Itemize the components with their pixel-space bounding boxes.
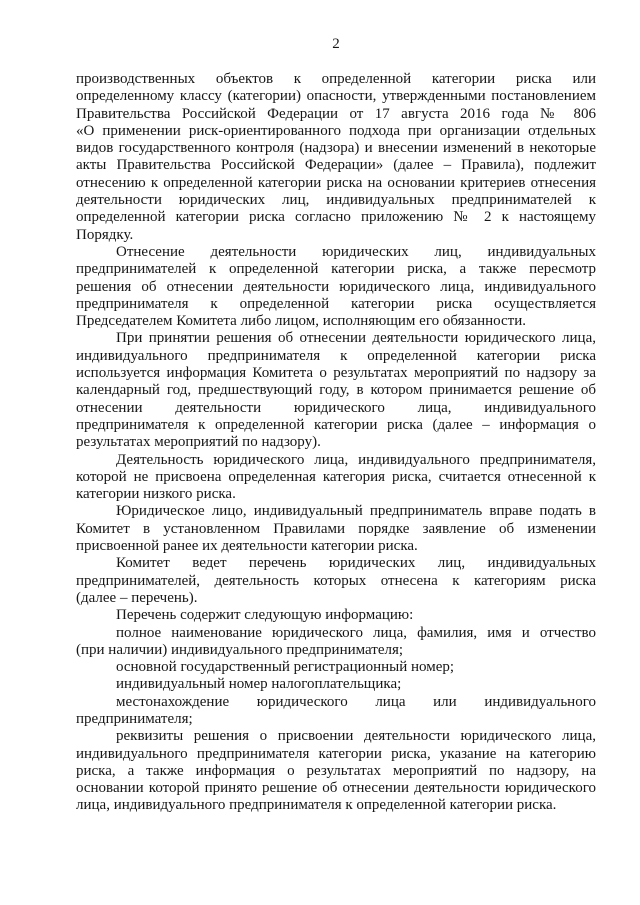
text-line: предпринимателей, деятельность которых отнесена к категориям риска	[76, 572, 596, 589]
text-line: (при наличии) индивидуального предпринимателя;	[76, 641, 404, 658]
text-line: предпринимателя к определенной категории риска осуществляется	[76, 295, 596, 312]
page-number: 2	[332, 36, 340, 52]
text-line: категории низкого риска.	[76, 486, 236, 503]
text-line: Юридическое лицо, индивидуальный предприниматель вправе подать в	[116, 503, 596, 520]
text-line: производственных объектов к определенной категории риска или	[76, 71, 596, 87]
text-line: риска, а также информация о результатах мероприятий по надзору, на	[76, 762, 596, 779]
text-line: Перечень содержит следующую информацию:	[116, 607, 414, 624]
text-line: предпринимателя;	[76, 710, 193, 727]
document-body	[76, 71, 596, 815]
list-item-full-name	[76, 625, 596, 660]
text-line: результатах мероприятий по надзору).	[76, 434, 321, 451]
list-item-location	[76, 694, 596, 729]
text-line: отнесению к определенной категории риска на основании критериев отнесения	[76, 174, 596, 191]
paragraph-decision-information	[76, 330, 596, 451]
text-line: местонахождение юридического лица или индивидуального	[116, 693, 596, 710]
text-line: индивидуального предпринимателя категории риска, указание на категорию	[76, 745, 596, 762]
text-line: индивидуальный номер налогоплательщика;	[116, 676, 402, 693]
text-line: Комитет ведет перечень юридических лиц, индивидуальных	[116, 555, 596, 572]
text-line: индивидуального предпринимателя к определенной категории риска	[76, 347, 596, 364]
text-line: Деятельность юридического лица, индивидуального предпринимателя,	[116, 451, 596, 468]
paragraph-register	[76, 555, 596, 607]
text-line: акты Правительства Российской Федерации» (далее – Правила), подлежит	[76, 157, 596, 174]
text-line: основной государственный регистрационный номер;	[116, 659, 455, 676]
paragraph-classification-continuation	[76, 71, 596, 244]
text-line: При принятии решения об отнесении деятельности юридического лица,	[116, 330, 596, 347]
text-line: Отнесение деятельности юридических лиц, индивидуальных	[116, 243, 596, 260]
text-line: определенной категории риска согласно приложению № 2 к настоящему	[76, 209, 596, 226]
text-line: основании которой принято решение об отнесении деятельности юридического	[76, 780, 596, 797]
paragraph-low-risk-default	[76, 452, 596, 504]
text-line: реквизиты решения о присвоении деятельности юридического лица,	[116, 728, 596, 745]
text-line: полное наименование юридического лица, фамилия, имя и отчество	[116, 624, 596, 641]
text-line: деятельности юридических лиц, индивидуальных предпринимателей к	[76, 192, 596, 209]
text-line: предпринимателя к определенной категории риска (далее – информация о	[76, 416, 596, 433]
text-line: (далее – перечень).	[76, 589, 198, 606]
text-line: определенному классу (категории) опасности, утвержденными постановлением	[76, 88, 596, 105]
paragraph-register-contents	[76, 607, 596, 624]
text-line: решения об отнесении деятельности юридического лица, индивидуального	[76, 278, 596, 295]
text-line: которой не присвоена определенная категория риска, считается отнесенной к	[76, 468, 596, 485]
list-item-ogrn	[76, 659, 596, 676]
text-line: Председателем Комитета либо лицом, исполняющим его обязанности.	[76, 313, 527, 330]
text-line: Комитет в установленном Правилами порядке заявление об изменении	[76, 520, 596, 537]
text-line: Порядку.	[76, 226, 134, 243]
text-line: Правительства Российской Федерации от 17 августа 2016 года № 806	[76, 105, 596, 122]
text-line: лица, индивидуального предпринимателя к определенной категории риска.	[76, 797, 557, 814]
text-line: предпринимателей к определенной категории риска, а также пересмотр	[76, 261, 596, 278]
paragraph-risk-assignment	[76, 244, 596, 330]
text-line: присвоенной ранее их деятельности категории риска.	[76, 538, 418, 555]
text-line: видов государственного контроля (надзора) и внесении изменений в некоторые	[76, 140, 596, 157]
text-line: «О применении риск-ориентированного подхода при организации отдельных	[76, 122, 596, 139]
text-line: календарный год, предшествующий году, в котором принимается решение об	[76, 382, 596, 399]
text-line: используется информация Комитета о результатах мероприятий по надзору за	[76, 365, 596, 382]
list-item-inn	[76, 676, 596, 693]
list-item-decision-details	[76, 728, 596, 814]
text-line: отнесении деятельности юридического лица, индивидуального	[76, 399, 596, 416]
paragraph-change-request	[76, 503, 596, 555]
